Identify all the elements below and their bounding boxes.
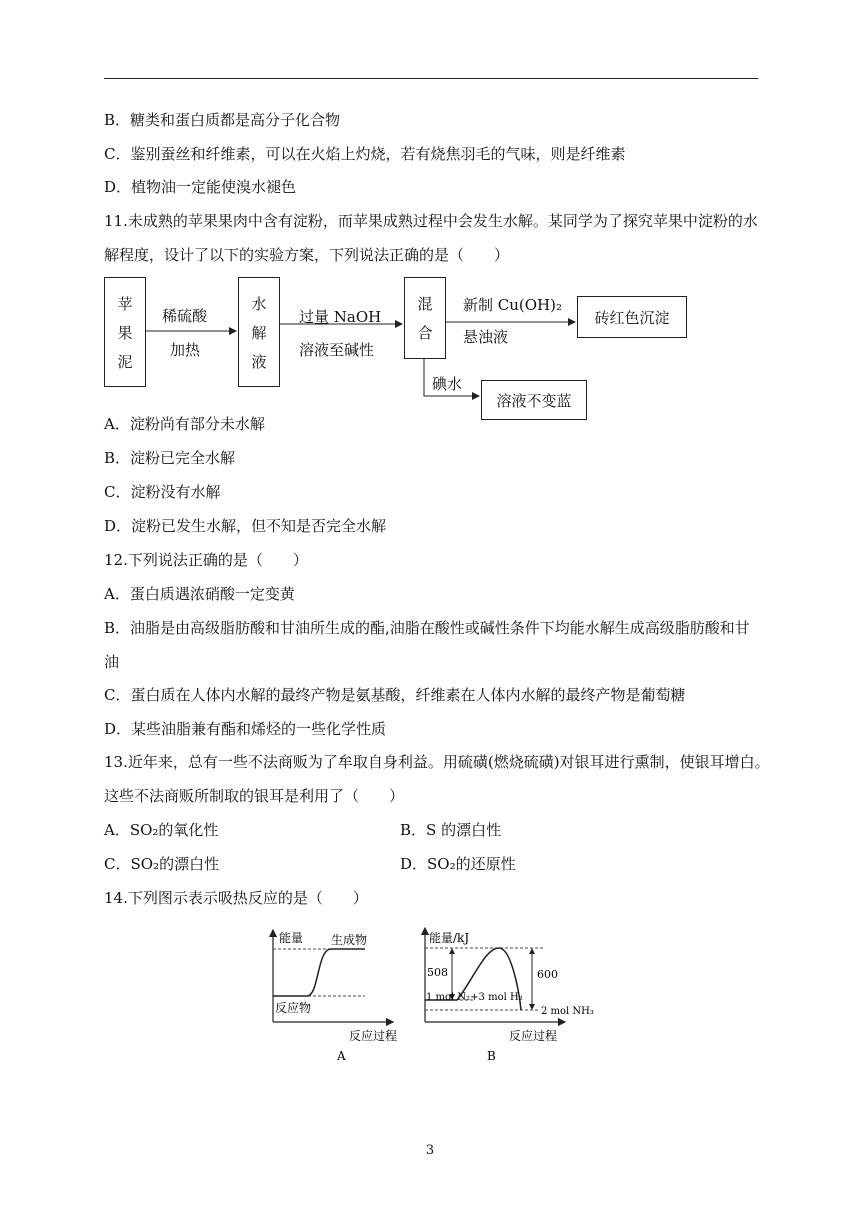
q11-option-c: C．淀粉没有水解 bbox=[104, 483, 221, 501]
q13-option-d: D．SO₂的还原性 bbox=[400, 855, 516, 873]
graph-caption: A bbox=[337, 1049, 346, 1063]
q11-stem-line2: 解程度，设计了以下的实验方案，下列说法正确的是（ ） bbox=[104, 246, 510, 264]
q12-option-d: D．某些油脂兼有酯和烯烃的一些化学性质 bbox=[104, 720, 387, 738]
box-char: 泥 bbox=[117, 352, 133, 371]
arrow2-top-label: 过量 NaOH bbox=[299, 308, 382, 326]
y-axis-label: 能量/kJ bbox=[429, 931, 470, 945]
q13-stem-line1: 13.近年来，总有一些不法商贩为了牟取自身利益。用硫磺(燃烧硫磺)对银耳进行熏制，使银耳增白。 bbox=[104, 753, 770, 771]
graph-caption: B bbox=[487, 1049, 496, 1063]
page-number: 3 bbox=[425, 1143, 435, 1158]
x-axis-label: 反应过程 bbox=[509, 1029, 558, 1043]
branch-label: 碘水 bbox=[432, 375, 463, 393]
q13-stem-line2: 这些不法商贩所制取的银耳是利用了（ ） bbox=[104, 787, 405, 805]
q14-stem: 14.下列图示表示吸热反应的是（ ） bbox=[104, 889, 368, 907]
arrow1-top-label: 稀硫酸 bbox=[162, 307, 208, 325]
box-char: 解 bbox=[251, 323, 267, 342]
box-char: 混 bbox=[417, 295, 433, 313]
q11-option-d: D．淀粉已发生水解，但不知是否完全水解 bbox=[104, 517, 387, 535]
energy-graph-b bbox=[415, 920, 600, 1070]
arrow1-bottom-label: 加热 bbox=[170, 341, 201, 359]
reactant-label: 反应物 bbox=[275, 1001, 312, 1015]
q12-stem: 12.下列说法正确的是（ ） bbox=[104, 551, 308, 569]
box-char: 苹 bbox=[117, 294, 133, 313]
box-char: 果 bbox=[117, 323, 133, 342]
q12-option-c: C．蛋白质在人体内水解的最终产物是氨基酸，纤维素在人体内水解的最终产物是葡萄糖 bbox=[104, 686, 686, 704]
arrow3-bottom-label: 悬浊液 bbox=[463, 328, 509, 346]
q13-option-a: A．SO₂的氧化性 bbox=[104, 821, 219, 839]
y-axis-label: 能量 bbox=[279, 931, 304, 945]
x-axis-label: 反应过程 bbox=[349, 1029, 398, 1043]
energy-graph-a bbox=[255, 920, 405, 1070]
box-char: 液 bbox=[251, 352, 267, 371]
product-label: 生成物 bbox=[331, 933, 368, 947]
q12-option-a: A．蛋白质遇浓硝酸一定变黄 bbox=[104, 585, 295, 603]
q13-option-c: C．SO₂的漂白性 bbox=[104, 855, 220, 873]
flow-arrows bbox=[0, 0, 860, 440]
product-label: 2 mol NH₃ bbox=[541, 1006, 594, 1017]
box-char: 水 bbox=[251, 294, 267, 313]
arrow2-bottom-label: 溶液至碱性 bbox=[299, 341, 375, 359]
reactants-label: 1 mol N₂+3 mol H₂ bbox=[426, 992, 523, 1003]
energy-curve bbox=[273, 949, 365, 996]
q11-option-a: A．淀粉尚有部分未水解 bbox=[104, 415, 265, 433]
q11-stem-line1: 11.未成熟的苹果果肉中含有淀粉，而苹果成熟过程中会发生水解。某同学为了探究苹果中淀粉的水 bbox=[104, 212, 758, 230]
value-600-label: 600 bbox=[537, 968, 558, 981]
q13-option-b: B．S 的漂白性 bbox=[400, 821, 502, 839]
q11-option-b: B．淀粉已完全水解 bbox=[104, 449, 236, 467]
q10-option-c: C．鉴别蚕丝和纤维素，可以在火焰上灼烧，若有烧焦羽毛的气味，则是纤维素 bbox=[104, 145, 626, 163]
box-char: 合 bbox=[417, 324, 433, 342]
q12-option-b-cont: 油 bbox=[104, 653, 120, 671]
q10-option-b: B．糖类和蛋白质都是高分子化合物 bbox=[104, 111, 341, 129]
flow-result-red-precipitate: 砖红色沉淀 bbox=[577, 296, 687, 338]
q12-option-b: B．油脂是由高级脂肪酸和甘油所生成的酯,油脂在酸性或碱性条件下均能水解生成高级脂肪酸和甘 bbox=[104, 619, 750, 637]
q10-option-d: D．植物油一定能使溴水褪色 bbox=[104, 178, 297, 196]
arrow3-top-label: 新制 Cu(OH)₂ bbox=[463, 296, 563, 314]
value-508-label: 508 bbox=[427, 966, 448, 979]
flow-result-no-blue: 溶液不变蓝 bbox=[481, 380, 587, 420]
